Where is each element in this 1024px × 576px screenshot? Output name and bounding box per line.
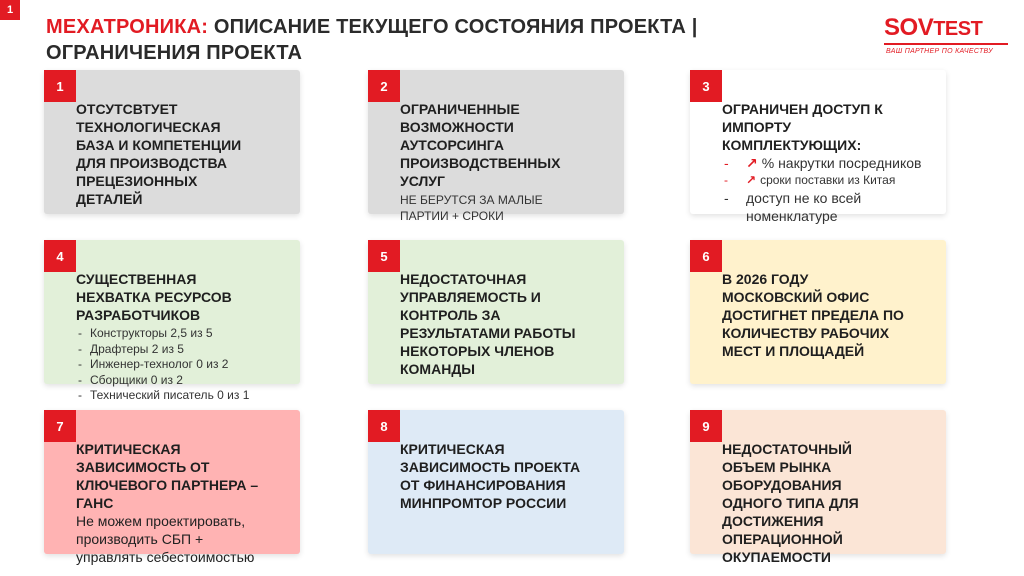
card-subtext: Не можем проектировать, производить СБП + управлять себестоимостью: [76, 513, 255, 565]
list-item: - Сборщики 0 из 2: [76, 373, 294, 389]
constraint-card-9: [690, 410, 946, 565]
card-number-badge: 4: [44, 240, 76, 272]
card-heading: ОГРАНИЧЕННЫЕ ВОЗМОЖНОСТИ АУТСОРСИНГА ПРОИЗВОДСТВЕННЫХ УСЛУГ: [400, 101, 561, 189]
slide-number: 1: [0, 0, 20, 20]
card-heading: КРИТИЧЕСКАЯ ЗАВИСИМОСТЬ ОТ КЛЮЧЕВОГО ПАРТНЕРА – ГАНС: [76, 441, 259, 511]
card-heading: КРИТИЧЕСКАЯ ЗАВИСИМОСТЬ ПРОЕКТА ОТ ФИНАНСИРОВАНИЯ МИНПРОМТОР РОССИИ: [400, 441, 581, 511]
logo-tagline: ВАШ ПАРТНЕР ПО КАЧЕСТВУ: [886, 48, 993, 55]
card-subtext: НЕ БЕРУТСЯ ЗА МАЛЫЕ ПАРТИИ + СРОКИ: [400, 193, 543, 223]
list-item: - Технический писатель 0 из 1: [76, 388, 294, 404]
list-item: - доступ не ко всей номенклатуре: [722, 189, 946, 225]
constraint-card-7: [44, 410, 300, 565]
card-heading: СУЩЕСТВЕННАЯ НЕХВАТКА РЕСУРСОВ РАЗРАБОТЧИКОВ: [76, 271, 232, 323]
card-bullet-list: [76, 326, 294, 404]
constraint-card-3: [690, 70, 946, 224]
card-number-badge: 1: [44, 70, 76, 102]
constraint-card-8: [368, 410, 624, 554]
card-number-badge: 3: [690, 70, 722, 102]
card-number-badge: 9: [690, 410, 722, 442]
card-heading: ОГРАНИЧЕН ДОСТУП К ИМПОРТУ КОМПЛЕКТУЮЩИХ:: [722, 101, 883, 153]
card-number-badge: 7: [44, 410, 76, 442]
page-title: [46, 14, 806, 66]
list-item: - ↗ % накрутки посредников: [722, 154, 946, 172]
constraint-card-1: [44, 70, 300, 214]
logo-underline: [884, 43, 1008, 45]
constraint-card-6: [690, 240, 946, 384]
title-line2: ОГРАНИЧЕНИЯ ПРОЕКТА: [46, 42, 303, 64]
card-number-badge: 5: [368, 240, 400, 272]
title-accent: МЕХАТРОНИКА:: [46, 16, 209, 38]
title-rest: ОПИСАНИЕ ТЕКУЩЕГО СОСТОЯНИЯ ПРОЕКТА |: [208, 16, 698, 38]
card-heading: ОТСУТСВТУЕТ ТЕХНОЛОГИЧЕСКАЯ БАЗА И КОМПЕТЕНЦИИ ДЛЯ ПРОИЗВОДСТВА ПРЕЦЕЗИОННЫХ ДЕТАЛЕЙ: [76, 101, 242, 207]
card-bullet-list: [722, 154, 946, 225]
card-heading: В 2026 ГОДУ МОСКОВСКИЙ ОФИС ДОСТИГНЕТ ПРЕДЕЛА ПО КОЛИЧЕСТВУ РАБОЧИХ МЕСТ И ПЛОЩАДЕЙ: [722, 271, 904, 359]
card-heading: НЕДОСТАТОЧНАЯ УПРАВЛЯЕМОСТЬ И КОНТРОЛЬ ЗА РЕЗУЛЬТАТАМИ РАБОТЫ НЕКОТОРЫХ ЧЛЕНОВ КОМАНДЫ: [400, 271, 576, 377]
card-number-badge: 2: [368, 70, 400, 102]
list-item: - ↗ сроки поставки из Китая: [722, 172, 946, 189]
sovtest-logo: [884, 14, 1012, 60]
card-number-badge: 6: [690, 240, 722, 272]
card-number-badge: 8: [368, 410, 400, 442]
list-item: - Конструкторы 2,5 из 5: [76, 326, 294, 342]
list-item: - Инженер-технолог 0 из 2: [76, 357, 294, 373]
list-item: - Драфтеры 2 из 5: [76, 342, 294, 358]
constraint-card-2: [368, 70, 624, 223]
logo-wordmark: SOVTEST: [884, 14, 983, 41]
constraint-card-4: [44, 240, 300, 402]
card-heading: НЕДОСТАТОЧНЫЙ ОБЪЕМ РЫНКА ОБОРУДОВАНИЯ ОДНОГО ТИПА ДЛЯ ДОСТИЖЕНИЯ ОПЕРАЦИОННОЙ ОКУПАЕМОСТИ: [722, 441, 859, 565]
constraint-card-5: [368, 240, 624, 384]
